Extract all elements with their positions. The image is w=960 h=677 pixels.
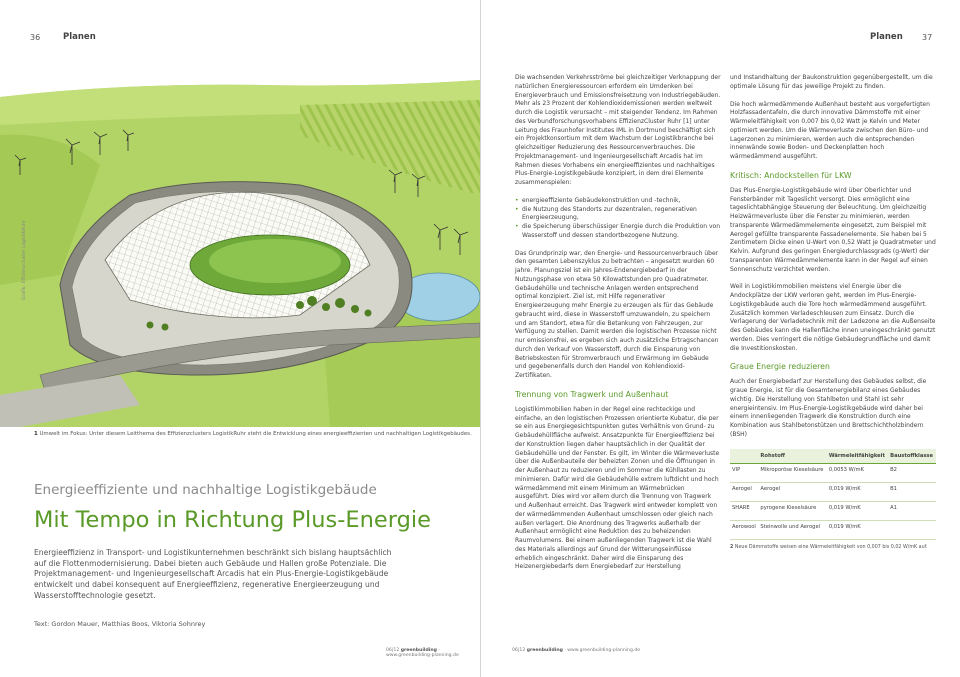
bullet-list <box>515 197 721 241</box>
table-cell: B1 <box>888 483 936 502</box>
article-kicker: Energieeffiziente und nachhaltige Logistikgebäude <box>34 482 377 498</box>
table-header: Rohstoff <box>758 449 826 464</box>
caption-number: 1 <box>34 431 38 437</box>
footer-brand: greenbuilding <box>400 648 437 653</box>
footer-url: · www.greenbuilding-planning.de <box>386 648 459 658</box>
paragraph: Die hoch wärmedämmende Außenhaut besteht aus vorgefertigten Holzfassadentafeln, die durch innovative Dämmstoffe mit einer Wärmeleitfähigkeit von 0,007 bis 0,02 Watt je Kelvin und Meter optimiert werden. Um die Wärmeverluste zwischen den Büro- und Lagerzonen zu minimieren, werden auch die entsprechenden innenwände sowie Boden- und Deckenplatten hoch wärmedämmend ausgeführt. <box>730 100 930 160</box>
paragraph: Logistikimmobilien haben in der Regel eine rechteckige und einfache, an den logistischen Prozessen orientierte Kubatur, die per se ein aus Energiegesichtspunkten gutes Verhältnis von Grund- zu Gebäudehüllfläche aufweist. Ansatzpunkte für Energieeffizienz bei der Konstruktion liegen daher hauptsächlich in der Qualität der Gebäudehülle und der Fenster. Es gilt, im Winter die Wärmeverluste über die Außenbauteile der beheizten Zonen und die Öffnungen in der Außenhaut zu reduzieren und im Sommer die Kühllasten zu minimieren. Dafür wird die Gebäudehülle extrem luftdicht und hoch wärmedämmend mit einem Minimum an Wärmebrücken ausgeführt. Dies wird vor allem durch die Trennung von Tragwerk und Außenhaut erreicht. Das Tragwerk wird entweder komplett von der wärmedämmenden Außenhaut umschlossen oder gleich nach außen verlagert. Die Anordnung des Tragwerks außerhalb der Außenhaut ermöglicht eine Reduktion des zu beheizenden Raumvolumens. Bei einem außenliegenden Tragwerk ist die Wahl des Materials allerdings auf Grund der Witterungseinflüsse erheblich eingeschränkt. Daher wird die Einsparung des Heizenergiebedarfs dem Energiebedarf zur Herstellung <box>515 405 720 571</box>
figure-caption <box>34 431 474 437</box>
footer-issue: 06|12 <box>386 648 400 653</box>
article-authors: Text: Gordon Mauer, Matthias Boos, Viktoria Sohnrey <box>34 620 206 628</box>
paragraph: Auch der Energiebedarf zur Herstellung des Gebäudes selbst, die graue Energie, ist für die Gesamtenergiebilanz eines Gebäudes wichtig. Die Herstellung von Stahlbeton und Stahl ist sehr energieintensiv. Im Plus-Energie-Logistikgebäude wird daher bei einem innenliegenden Tragwerk die Konstruktion durch eine Kombination aus Stahlbetonstützen und Brettschichtholzbindern (BSH) <box>730 378 927 438</box>
table-cell: Aerogel <box>758 483 826 502</box>
bullet-icon: • <box>515 196 519 204</box>
table-caption: 2 Neue Dämmstoffe weisen eine Wärmeleitfähigkeit von 0,007 bis 0,02 W/mK auf. <box>730 545 928 551</box>
subheading: Graue Energie reduzieren <box>730 362 830 372</box>
article-lead: Energieeffizienz in Transport- und Logistikunternehmen beschränkt sich bislang hauptsächlich auf die Flottenmodernisierung. Dabei bieten auch Gebäude und Hallen große Potenziale. Die Projektmanagement- und Ingenieurgesellschaft Arcadis hat ein Plus-Energie-Logistikgebäude entwickelt und dabei konsequent auf Energieeffizienz, regenerative Energieerzeugung und Wasserstofftechnologie gesetzt. <box>34 548 392 600</box>
footer-brand: greenbuilding <box>526 648 563 653</box>
table-cell: Steinwolle und Aerogel <box>758 521 826 540</box>
table-cell: Mikroporöse Kieselsäure <box>758 464 826 483</box>
section-header-left: Planen <box>63 32 96 42</box>
image-credit: Grafik: Effizienzcluster LogistikRuhr <box>22 220 27 300</box>
paragraph: Weil in Logistikimmobilien meistens viel Energie über die Andockplätze der LKW verloren geht, werden im Plus-Energie-Logistikgebäude auch die Tore hoch wärmedämmend ausgeführt. Zusätzlich kommen Verladeschleusen zum Einsatz. Durch die Verlagerung der Verladetechnik mit der Ladezone an die Außenseite des Gebäudes kann die Hallenfläche innen uneingeschränkt genutzt werden. Dies verringert die nötige Gebäudegrundfläche und damit die Investitionskosten. <box>730 283 936 352</box>
table-cell: 0,019 W/mK <box>827 521 888 540</box>
bullet-icon: • <box>515 205 519 213</box>
caption-text: Umwelt im Fokus: Unter diesem Leitthema des Effizienzclusters LogistikRuhr steht die Entwicklung eines energieeffizienten und nachhaltigen Logistikgebäudes. <box>39 431 472 437</box>
table-cell: A1 <box>888 502 936 521</box>
table-cell: 0,019 W/mK <box>827 502 888 521</box>
paragraph: Das Plus-Energie-Logistikgebäude wird über Oberlichter und Fensterbänder mit Tageslicht versorgt. Dies ermöglicht eine tageslichtabhängige Steuerung der Beleuchtung. Um gleichzeitig Heizwärmeverluste über die Fenster zu minimieren, werden transparente Wärmedämmelemente eingesetzt, zum Beispiel mit Aerogel gefüllte transparente Fassadenelemente. Sie haben bei 5 Zentimetern Dicke einen U-Wert von 0,52 Watt je Quadratmeter und Kelvin. Aufgrund des geringen Energiedurchlassgrads (g-Wert) der transparenten Wärmedämmelemente kann in der Regel auf einen Sonnenschutz verzichtet werden. <box>730 186 936 273</box>
table-cell: 0,0053 W/mK <box>827 464 888 483</box>
table-cell <box>888 521 936 540</box>
table-cell: Aerogel <box>730 483 758 502</box>
bullet-icon: • <box>515 223 519 230</box>
page-number-left: 36 <box>30 33 41 42</box>
table-cell: B2 <box>888 464 936 483</box>
paragraph: und Instandhaltung der Baukonstruktion gegenübergestellt, um die optimale Lösung für das jeweilige Projekt zu finden. <box>730 74 933 90</box>
table-row <box>730 502 936 521</box>
insulation-table <box>730 449 936 541</box>
paragraph: Die wachsenden Verkehrsströme bei gleichzeitiger Verknappung der natürlichen Energieressourcen erfordern ein Umdenken bei Energieverbrauch und Emissionsfreisetzung von Industriegebäuden. Mehr als 23 Prozent der Kohlendioxidemissionen werden weltweit durch die Logistik verursacht – mit steigender Tendenz. Im Rahmen des Verbundforschungsvorhabens EffizienzCluster Ruhr [1] unter Leitung des Fraunhofer Institutes IML in Dortmund beschäftigt sich ein Projektkonsortium mit dem Wachstum der Logistikbranche bei gleichzeitiger Reduzierung des Ressourcenverbrauches. Die Projektmanagement- und Ingenieurgesellschaft Arcadis hat im Rahmen dieses Vorhabens ein energieeffizientes und nachhaltiges Plus-Energie-Logistikgebäude konzipiert, in dem drei Elemente zusammenspielen: <box>515 74 721 186</box>
paragraph: Das Grundprinzip war, den Energie- und Ressourcenverbrauch über den gesamten Lebenszyklus zu betrachten – angesetzt wurden 60 Jahre. Planungsziel ist ein Jahres-Endenergiebedarf in der Nutzungsphase von etwa 50 Kilowattstunden pro Quadratmeter. Gebäudehülle und technische Anlagen werden entsprechend optimal konzipiert. Ziel ist, mit Hilfe regenerativer Energieerzeugung mehr Energie zu erzeugen als für das Gebäude gebraucht wird, diese in Wasserstoff umzuwandeln, zu speichern und am Standort, etwa für die Betankung von Fahrzeugen, zur Verfügung zu stellen. Damit werden die logistischen Prozesse nicht nur emissionsfrei, es ergeben sich auch zusätzliche Ertragschancen durch den Verkauf von Wasserstoff, durch die Einsparung von Betriebskosten für Stromverbrauch und Erwärmung im Gebäude und gegebenenfalls durch den Handel von Kohlendioxid-Zertifikaten. <box>515 249 719 379</box>
article-title: Mit Tempo in Richtung Plus-Energie <box>34 507 431 533</box>
list-item: • die Nutzung des Standorts zur dezentralen, regenerativen Energieerzeugung, <box>515 205 697 222</box>
table-cell: pyrogene Kieselsäure <box>758 502 826 521</box>
footer-left <box>386 648 480 658</box>
footer-issue: 06|12 <box>512 648 526 653</box>
subheading: Kritisch: Andockstellen für LKW <box>730 170 852 180</box>
table-row <box>730 483 936 502</box>
table-row <box>730 521 936 540</box>
table-header-row <box>730 449 936 464</box>
table-header: Wärmeleitfähigkeit <box>827 449 888 464</box>
list-item: • die Speicherung überschüssiger Energie durch die Produktion von Wasserstoff und dessen standortbezogene Nutzung. <box>515 223 721 239</box>
section-header-right: Planen <box>870 32 903 42</box>
table-cell: 0,019 W/mK <box>827 483 888 502</box>
table-caption-number: 2 <box>730 545 734 551</box>
logistics-building-illustration <box>0 75 480 427</box>
text-column-1 <box>515 74 721 581</box>
table-cell: Aerowool <box>730 521 758 540</box>
footer-right <box>512 648 640 653</box>
text-column-2 <box>730 74 936 553</box>
list-item: • energieeffiziente Gebäudekonstruktion und -technik, <box>515 196 681 204</box>
footer-url: · www.greenbuilding-planning.de <box>564 648 641 653</box>
table-header: Baustoffklasse <box>888 449 936 464</box>
table-cell: SHARE <box>730 502 758 521</box>
subheading: Trennung von Tragwerk und Außenhaut <box>515 389 669 399</box>
page-number-right: 37 <box>922 33 933 42</box>
table-header <box>730 449 758 464</box>
table-cell: VIP <box>730 464 758 483</box>
table-row <box>730 464 936 483</box>
